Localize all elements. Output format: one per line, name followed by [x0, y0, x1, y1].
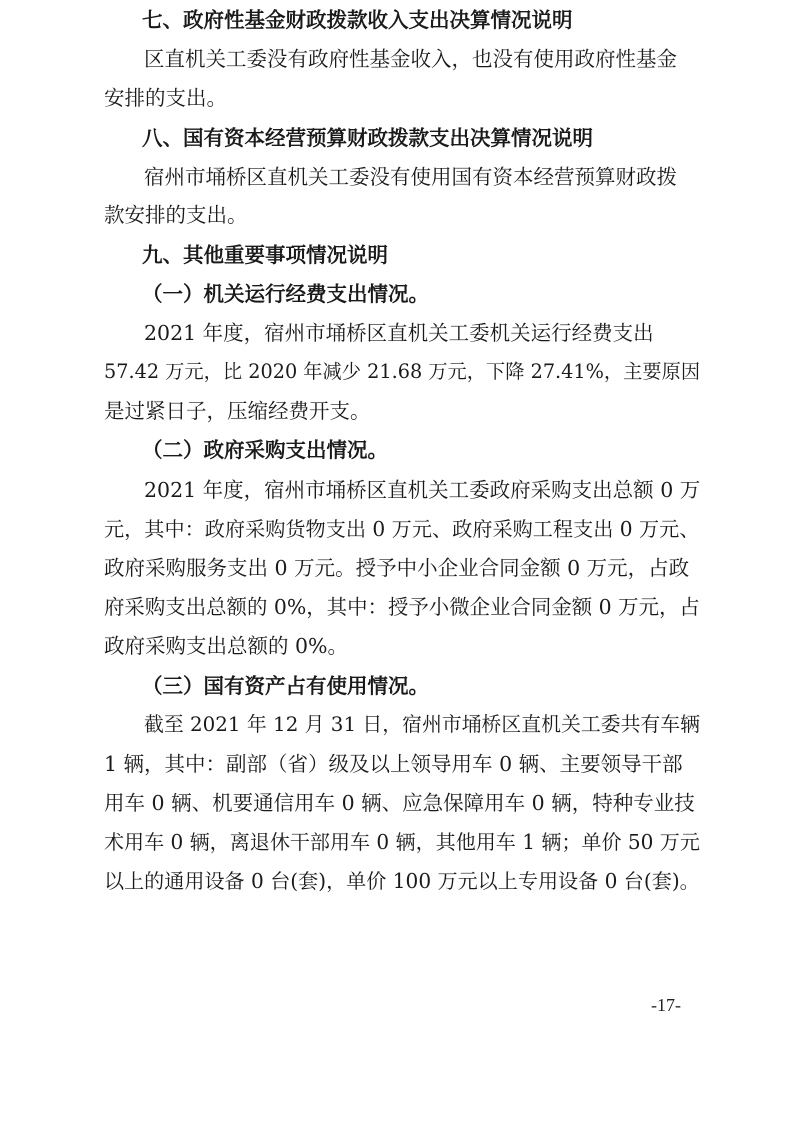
- subsection-1-paragraph-line: 57.42 万元，比 2020 年减少 21.68 万元，下降 27.41%，主要原因: [104, 360, 701, 383]
- section-7-heading: 七、政府性基金财政拨款收入支出决算情况说明: [142, 8, 573, 32]
- subsection-2-paragraph-line: 2021 年度，宿州市埇桥区直机关工委政府采购支出总额 0 万: [144, 478, 701, 502]
- subsection-2-heading: （二）政府采购支出情况。: [142, 438, 388, 462]
- subsection-2-paragraph-line: 元，其中：政府采购货物支出 0 万元、政府采购工程支出 0 万元、: [104, 517, 700, 541]
- subsection-3-paragraph-line: 截至 2021 年 12 月 31 日，宿州市埇桥区直机关工委共有车辆: [144, 713, 701, 736]
- section-7-paragraph-line: 安排的支出。: [104, 86, 227, 110]
- subsection-3-paragraph-line: 术用车 0 辆，离退休干部用车 0 辆，其他用车 1 辆；单价 50 万元: [104, 830, 700, 854]
- subsection-3-paragraph-line: 用车 0 辆、机要通信用车 0 辆、应急保障用车 0 辆，特种专业技: [104, 791, 695, 815]
- section-7-paragraph-line: 区直机关工委没有政府性基金收入，也没有使用政府性基金: [144, 47, 677, 71]
- subsection-3-paragraph-line: 1 辆，其中：副部（省）级及以上领导用车 0 辆、主要领导干部: [104, 752, 683, 776]
- subsection-1-heading: （一）机关运行经费支出情况。: [142, 282, 429, 306]
- section-8-paragraph-line: 款安排的支出。: [104, 203, 248, 227]
- subsection-2-paragraph-line: 府采购支出总额的 0%，其中：授予小微企业合同金额 0 万元，占: [104, 595, 700, 619]
- subsection-2-paragraph-line: 政府采购支出总额的 0%。: [104, 634, 349, 658]
- subsection-3-heading: （三）国有资产占有使用情况。: [142, 674, 429, 698]
- subsection-1-paragraph-line: 2021 年度，宿州市埇桥区直机关工委机关运行经费支出: [144, 321, 654, 345]
- subsection-3-paragraph-line: 以上的通用设备 0 台(套)，单价 100 万元以上专用设备 0 台(套)。: [104, 869, 700, 893]
- subsection-1-paragraph-line: 是过紧日子，压缩经费开支。: [104, 399, 371, 423]
- subsection-2-paragraph-line: 政府采购服务支出 0 万元。授予中小企业合同金额 0 万元，占政: [104, 556, 690, 580]
- section-8-heading: 八、国有资本经营预算财政拨款支出决算情况说明: [142, 126, 593, 150]
- section-9-heading: 九、其他重要事项情况说明: [142, 243, 388, 267]
- page-number: -17-: [651, 995, 681, 1015]
- section-8-paragraph-line: 宿州市埇桥区直机关工委没有使用国有资本经营预算财政拨: [144, 165, 677, 189]
